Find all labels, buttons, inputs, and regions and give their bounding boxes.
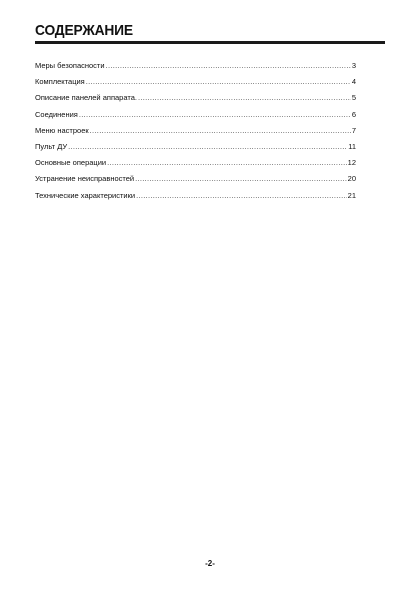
dot-leader [136, 188, 347, 204]
toc-entry-panels[interactable] [35, 90, 356, 106]
toc-entry-page: 20 [347, 174, 356, 184]
toc-entry-label: Пульт ДУ [35, 141, 68, 151]
toc-entry-page: 12 [347, 158, 356, 168]
dot-leader [135, 171, 347, 187]
dot-leader [90, 123, 351, 139]
toc-entry-troubleshooting[interactable] [35, 171, 356, 187]
toc-entry-label: Меры безопасности [35, 61, 105, 70]
toc-entry-label: Меню настроек [35, 125, 89, 135]
toc-entry-specifications[interactable] [35, 188, 356, 204]
toc-entry-page: 3 [351, 61, 356, 70]
toc-entry-basic-operations[interactable] [35, 155, 356, 171]
toc-entry-label: Основные операции [35, 158, 107, 168]
dot-leader [86, 74, 351, 90]
toc-entry-page: 6 [351, 109, 356, 119]
dot-leader [68, 139, 347, 155]
toc-entry-label: Устранение неисправностей [35, 174, 135, 184]
toc-entry-page: 7 [351, 125, 356, 135]
toc-entry-remote-control[interactable] [35, 139, 356, 155]
page-number: -2- [205, 559, 215, 568]
toc-entry-label: Описание панелей аппарата. [35, 93, 137, 103]
toc-entry-settings-menu[interactable] [35, 123, 356, 139]
dot-leader [138, 90, 351, 106]
toc-entry-connections[interactable] [35, 107, 356, 123]
dot-leader [79, 107, 351, 123]
title-rule [35, 41, 385, 44]
dot-leader [106, 58, 351, 74]
toc-entry-label: Соединения [35, 109, 78, 119]
toc-entry-safety[interactable] [35, 58, 356, 74]
toc-entry-page: 4 [351, 77, 356, 87]
table-of-contents [35, 58, 356, 204]
toc-entry-page: 11 [348, 141, 356, 151]
toc-entry-page: 21 [347, 190, 356, 200]
toc-entry-page: 5 [351, 93, 356, 103]
toc-entry-label: Технические характеристики [35, 190, 136, 200]
toc-entry-package-contents[interactable] [35, 74, 356, 90]
toc-entry-label: Комплектация [35, 77, 85, 87]
dot-leader [107, 155, 347, 171]
page-title: СОДЕРЖАНИЕ [35, 22, 133, 39]
